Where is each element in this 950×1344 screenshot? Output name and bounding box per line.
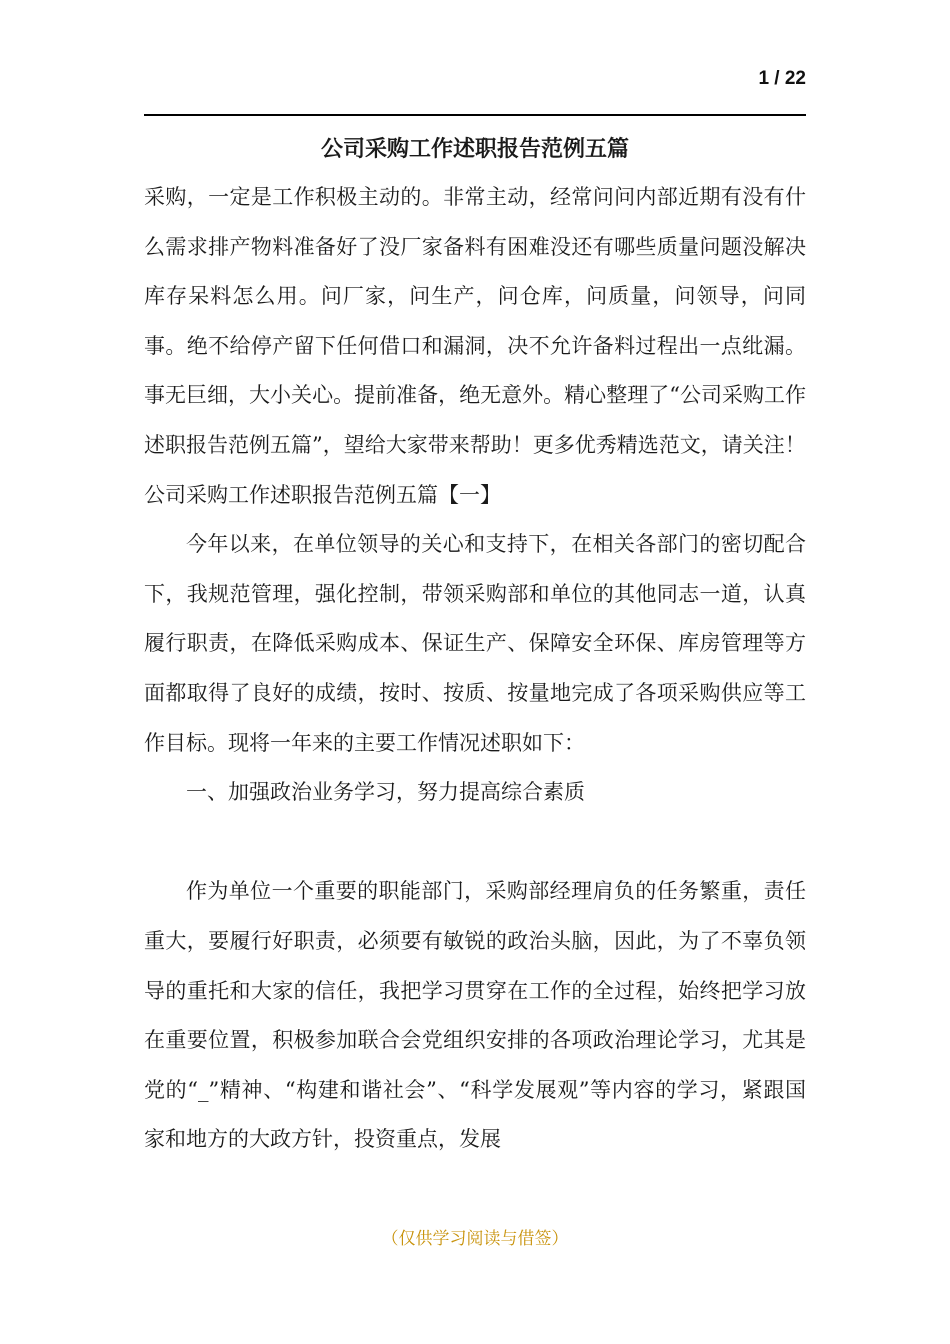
blank-line [144,818,806,868]
body-paragraph-1: 今年以来，在单位领导的关心和支持下，在相关各部门的密切配合下，我规范管理，强化控制，带领采购部和单位的其他同志一道，认真履行职责，在降低采购成本、保证生产、保障安全环保、库房管理等方面都取得了良好的成绩，按时、按质、按量地完成了各项采购供应等工作目标。现将一年来的主要工作情况述职如下： [144,532,806,755]
document-title: 公司采购工作述职报告范例五篇 [320,137,629,162]
body-paragraph-2: 作为单位一个重要的职能部门，采购部经理肩负的任务繁重，责任重大，要履行好职责，必须要有敏锐的政治头脑，因此，为了不辜负领导的重托和大家的信任，我把学习贯穿在工作的全过程，始终把学习放在重要位置，积极参加联合会党组织安排的各项政治理论学习，尤其是党的“_”精神、“构建和谐社会”、“科学发展观”等内容的学习，紧跟国家和地方的大政方针，投资重点，发展 [144,879,806,1152]
page-number: 1 / 22 [758,68,806,89]
subheading-1: 一、加强政治业务学习，努力提高综合素质 [186,780,585,805]
header-divider [144,114,806,116]
footer-note: （仅供学习阅读与借签） [381,1229,569,1249]
document-body [144,173,806,1165]
intro-paragraph: 采购，一定是工作积极主动的。非常主动，经常问问内部近期有没有什么需求排产物料准备好了没厂家备料有困难没还有哪些质量问题没解决库存呆料怎么用。问厂家，问生产，问仓库，问质量，问领导，问同事。绝不给停产留下任何借口和漏洞，决不允许备料过程出一点纰漏。事无巨细，大小关心。提前准备，绝无意外。精心整理了“公司采购工作述职报告范例五篇”，望给大家带来帮助！更多优秀精选范文，请关注！ [144,185,806,457]
section-heading: 公司采购工作述职报告范例五篇【一】 [144,482,501,507]
